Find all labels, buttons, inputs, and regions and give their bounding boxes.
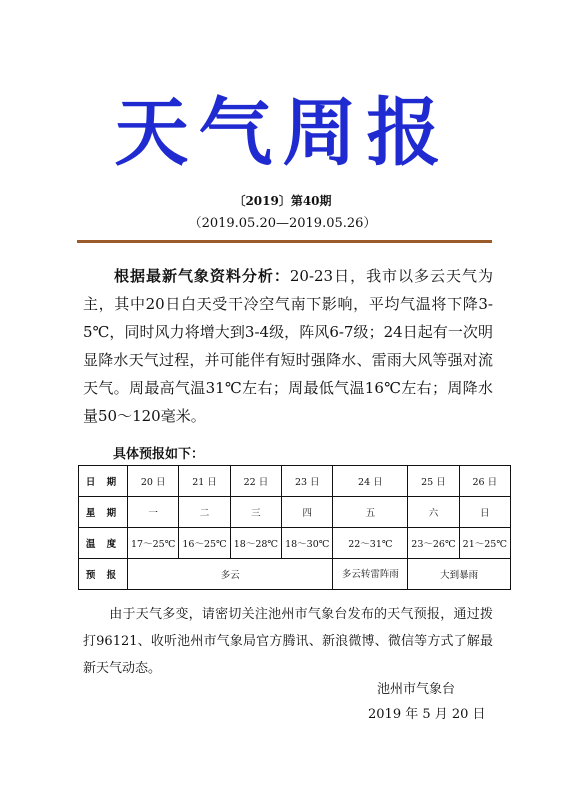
cell-weekday: 六: [408, 497, 459, 528]
advisory-paragraph: [83, 601, 493, 682]
forecast-table: [78, 465, 511, 590]
cell-temp: 21～25℃: [459, 528, 510, 559]
table-row-date: [79, 466, 511, 497]
issue-date: 2019 年 5 月 20 日: [368, 707, 486, 722]
divider-rule: [77, 240, 492, 243]
row-header-temp: 温 度: [79, 528, 128, 559]
cell-weekday: 一: [128, 497, 179, 528]
cell-temp: 18～28℃: [230, 528, 281, 559]
table-row-temp: [79, 528, 511, 559]
cell-weekday: 三: [230, 497, 281, 528]
cell-forecast: 多云: [128, 559, 333, 590]
signature: 池州市气象台: [377, 682, 456, 697]
summary-lead: 根据最新气象资料分析：: [113, 267, 290, 285]
cell-date: 26 日: [459, 466, 510, 497]
cell-weekday: 四: [282, 497, 333, 528]
table-row-forecast: [79, 559, 511, 590]
cell-temp: 23～26℃: [408, 528, 459, 559]
cell-weekday: 二: [179, 497, 230, 528]
cell-date: 25 日: [408, 466, 459, 497]
cell-temp: 22～31℃: [333, 528, 408, 559]
cell-forecast: 多云转雷阵雨: [333, 559, 408, 590]
row-header-forecast: 预 报: [79, 559, 128, 590]
issue-number: 〔2019〕第40期: [233, 194, 332, 208]
row-header-date: 日 期: [79, 466, 128, 497]
cell-forecast: 大到暴雨: [408, 559, 511, 590]
summary-body: 20-23日，我市以多云天气为主，其中20日白天受干冷空气南下影响，平均气温将下降3-5℃，同时风力将增大到3-4级，阵风6-7级；24日起有一次明显降水天气过程，并可能伴有短时强降水、雷雨大风等强对流天气。周最高气温31℃左右；周最低气温16℃左右；周降水量50～120毫米。: [83, 267, 493, 425]
table-intro: 具体预报如下：: [113, 447, 205, 462]
cell-date: 23 日: [282, 466, 333, 497]
cell-date: 22 日: [230, 466, 281, 497]
cell-temp: 18～30℃: [282, 528, 333, 559]
cell-date: 24 日: [333, 466, 408, 497]
summary-paragraph: [83, 262, 493, 430]
cell-date: 21 日: [179, 466, 230, 497]
page-title: 天气周报: [114, 90, 451, 176]
row-header-weekday: 星 期: [79, 497, 128, 528]
table-row-weekday: [79, 497, 511, 528]
date-range: （2019.05.20—2019.05.26）: [188, 216, 377, 231]
cell-temp: 17～25℃: [128, 528, 179, 559]
cell-weekday: 日: [459, 497, 510, 528]
advisory-text: 由于天气多变，请密切关注池州市气象台发布的天气预报，通过拨打96121、收听池州市气象局官方腾讯、新浪微博、微信等方式了解最新天气动态。: [83, 607, 493, 676]
cell-date: 20 日: [128, 466, 179, 497]
cell-weekday: 五: [333, 497, 408, 528]
cell-temp: 16～25℃: [179, 528, 230, 559]
